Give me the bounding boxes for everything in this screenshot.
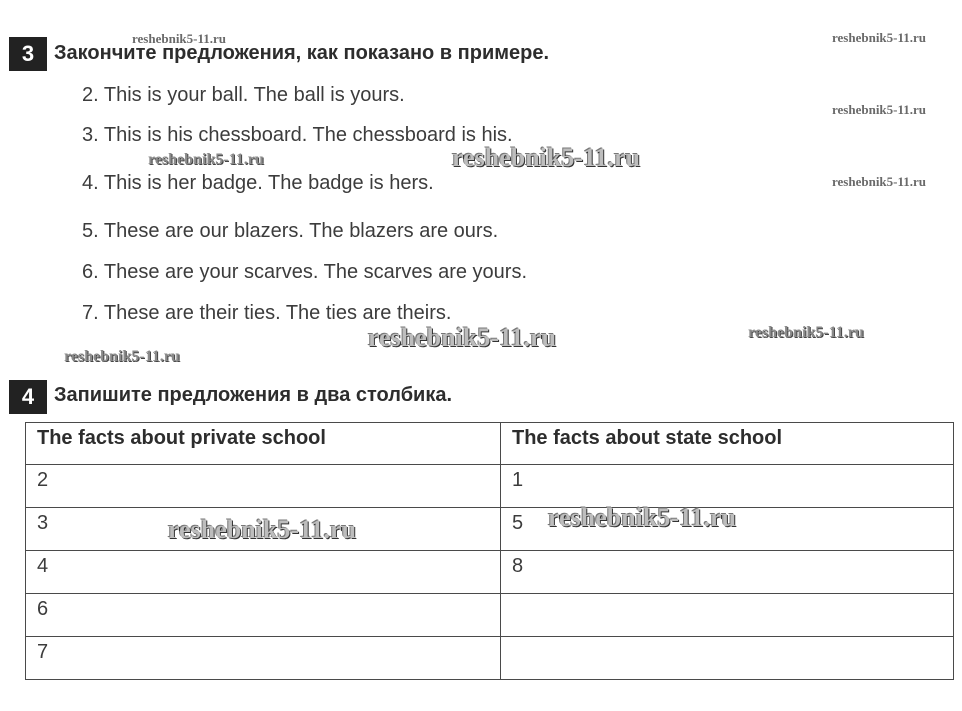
- private-cell: 4: [26, 551, 501, 594]
- watermark: reshebnik5-11.ru: [548, 503, 737, 532]
- facts-table: [25, 422, 954, 680]
- sentence-line: 6. These are your scarves. The scarves are yours.: [82, 261, 528, 283]
- table-header-row: [26, 423, 954, 465]
- watermark: reshebnik5-11.ru: [452, 143, 641, 172]
- table-row: [26, 508, 954, 551]
- state-cell: [501, 637, 954, 680]
- watermark: reshebnik5-11.ru: [64, 348, 180, 365]
- table-row: [26, 594, 954, 637]
- watermark: reshebnik5-11.ru: [368, 323, 557, 352]
- watermark: reshebnik5-11.ru: [168, 515, 357, 544]
- watermark: reshebnik5-11.ru: [148, 151, 264, 168]
- watermark: reshebnik5-11.ru: [832, 30, 927, 45]
- state-cell: 1: [501, 465, 954, 508]
- sentence-line: 5. These are our blazers. The blazers are ours.: [82, 220, 499, 242]
- private-cell: 7: [26, 637, 501, 680]
- exercise-4-title: Запишите предложения в два столбика.: [54, 384, 453, 406]
- watermark: reshebnik5-11.ru: [132, 31, 227, 46]
- sentence-line: 2. This is your ball. The ball is yours.: [82, 84, 405, 106]
- exercise-3-title: Закончите предложения, как показано в примере.: [54, 42, 550, 64]
- state-cell: 5: [501, 508, 954, 551]
- table-row: [26, 637, 954, 680]
- state-cell: 8: [501, 551, 954, 594]
- exercise-4-number: 4: [9, 380, 47, 414]
- watermark: reshebnik5-11.ru: [832, 102, 927, 117]
- private-cell: 3: [26, 508, 501, 551]
- private-cell: 2: [26, 465, 501, 508]
- header-state-school: The facts about state school: [501, 423, 954, 465]
- private-cell: 6: [26, 594, 501, 637]
- table-row: [26, 465, 954, 508]
- header-private-school: The facts about private school: [26, 423, 501, 465]
- watermark: reshebnik5-11.ru: [748, 324, 864, 341]
- sentence-line: 4. This is her badge. The badge is hers.: [82, 172, 434, 194]
- state-cell: [501, 594, 954, 637]
- sentence-line: 7. These are their ties. The ties are theirs.: [82, 302, 452, 324]
- sentence-line: 3. This is his chessboard. The chessboard is his.: [82, 124, 513, 146]
- table-row: [26, 551, 954, 594]
- exercise-3-number: 3: [9, 37, 47, 71]
- watermark: reshebnik5-11.ru: [832, 174, 927, 189]
